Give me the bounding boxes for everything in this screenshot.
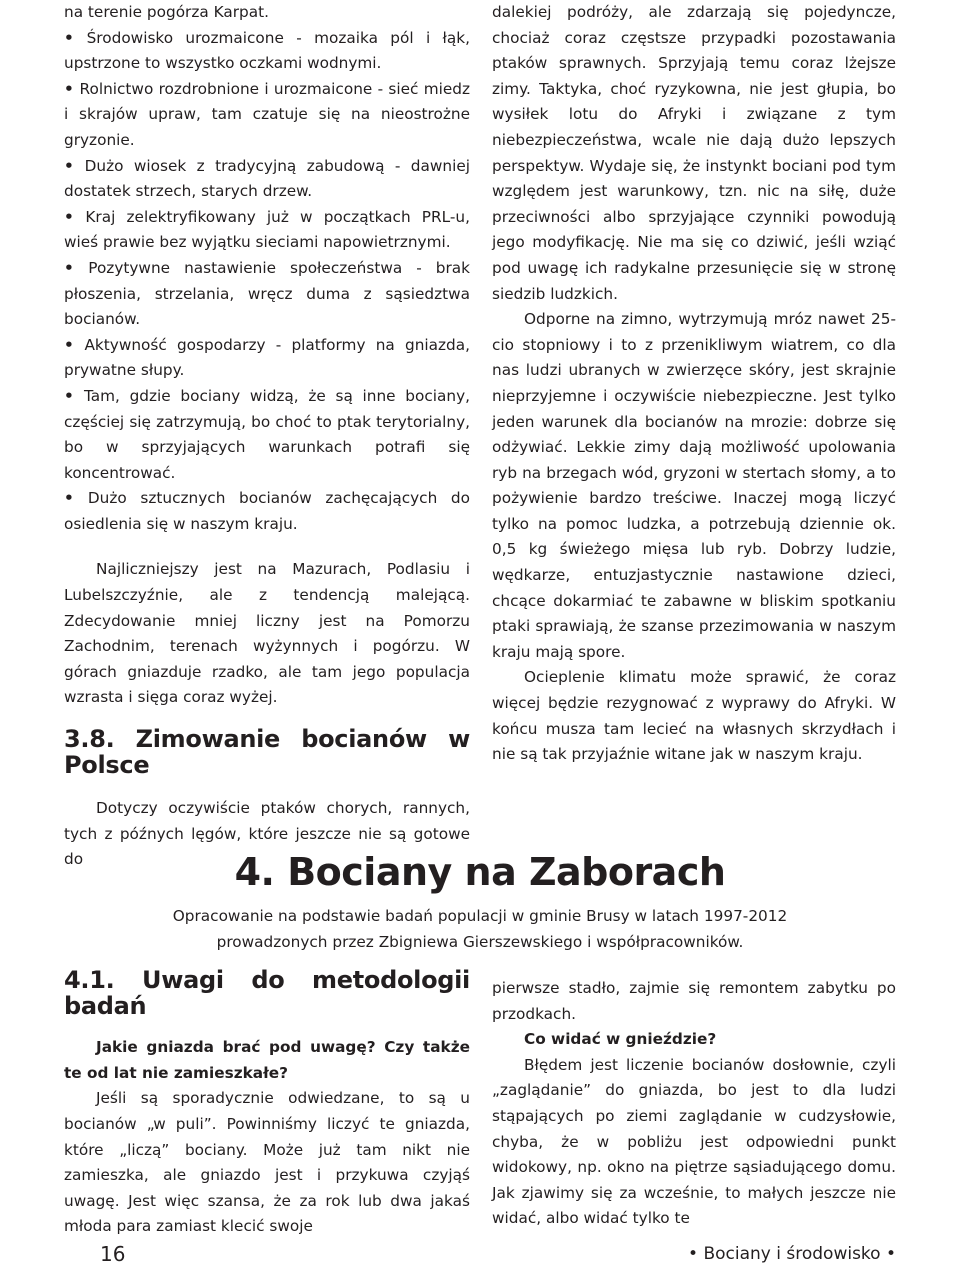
paragraph-continued-lower: pierwsze stadło, zajmie się remontem zabytku po przodkach. [492,979,896,1023]
chapter-subtitle [64,904,896,955]
bullet-item: • Aktywność gospodarzy - platformy na gniazda, prywatne słupy. [64,333,470,384]
bullet-item: • Pozytywne nastawienie społeczeństwa - brak płoszenia, strzelania, wręcz duma z sąsiedztwa bocianów. [64,256,470,333]
bullet-item: • Dużo wiosek z tradycyjną zabudową - dawniej dostatek strzech, starych drzew. [64,154,470,205]
right-column-lower [492,976,896,1232]
bullet-item: • Rolnictwo rozdrobnione i urozmaicone - sieć miedz i skrajów upraw, tam czatuje się na nieostrożne gryzonie. [64,77,470,154]
chapter-header [64,846,896,955]
bullet-item: • Tam, gdzie bociany widzą, że są inne bociany, częściej się zatrzymują, bo choć to ptak terytorialny, bo w sprzyjających warunkach potrafi się koncentrować. [64,384,470,486]
question-heading: Jakie gniazda brać pod uwagę? Czy także te od lat nie zamieszkałe? [64,1038,470,1082]
chapter-subtitle-line2: prowadzonych przez Zbigniewa Gierszewskiego i współpracowników. [216,932,744,951]
bullet-item: • Kraj zelektryfikowany już w początkach PRL-u, wieś prawie bez wyjątku sieciami napowietrznymi. [64,205,470,256]
chapter-subtitle-line1: Opracowanie na podstawie badań populacji w gminie Brusy w latach 1997-2012 [172,907,788,925]
left-column-lower [64,968,470,1240]
right-column [492,0,896,768]
paragraph-answer-2: Błędem jest liczenie bocianów dosłownie, czyli „zaglądanie” do gniazda, bo jest to dla ludzi stąpających po ziemi zaglądanie w cudzysłowie, chyba, że w pobliżu jest odpowiedni punkt widokowy, np. okno na piętrze sąsiadującego domu. Jak zjawimy się za wcześnie, to małych jeszcze nie widać, albo widać tylko te [492,1055,896,1228]
paragraph-winter: Dotyczy oczywiście ptaków chorych, rannych, tych z późnych lęgów, które jeszcze nie są gotowe do [64,799,470,869]
question-heading-2: Co widać w gnieździe? [524,1030,717,1049]
running-title: • Bociany i środowisko • [688,1244,896,1264]
paragraph-distribution: Najliczniejszy jest na Mazurach, Podlasiu i Lubelszczyźnie, ale z tendencją malejącą. Zdecydowanie mniej liczny jest na Pomorzu Zachodnim, terenach wyżynnych i pogórzu. W górach gniazduje rzadko, ale tam jego populacja wzrasta i sięga coraz wyżej. [64,560,470,707]
section-heading-4-1: 4.1. Uwagi do metodologii badań [64,966,470,1020]
paragraph-continued: dalekiej podróży, ale zdarzają się pojedyncze, chociaż coraz częstsze przypadki pozostawania ptaków sprawnych. Sprzyjają temu coraz lżejsze zimy. Taktyka, choć ryzykowna, nie jest głupia, bo wysiłek lotu do Afryki i związane z tym niebezpieczeństwa, wcale nie dają dużo lepszych perspektyw. Wydaje się, że instynkt bociani pod tym względem jest warunkowy, tzn. nic na siłę, duże przeciwności albo sprzyjające czynniki powodują jego modyfikację. Nie ma się co dziwić, jeśli wziąć pod uwagę ich radykalne przesunięcie się w stronę siedzib ludzkich. [492,3,896,303]
paragraph-answer: Jeśli są sporadycznie odwiedzane, to są u bocianów „w puli”. Powinniśmy liczyć te gniazda, które „liczą” bociany. Może już tam nikt nie zamieszka, ale gniazdo jest i przykuwa czyjąś uwagę. Jest więc szansa, że za rok lub dwa jakaś młoda para zamiast klecić swoje [64,1089,470,1236]
paragraph-cold-resistance: Odporne na zimno, wytrzymują mróz nawet 25-cio stopniowy i to z przenikliwym wiatrem, co dla nas ludzi ubranych w zwierzęce skóry, jest skrajnie nieprzyjemne i oczywiście niebezpieczne. Jest tylko jeden warunek dla bocianów na mrozie: dobrze się odżywiać. Lekkie zimy dają możliwość upolowania ryb na brzegach wód, gryzoni w stertach słomy, a to pożywienie bardzo treściwe. Inaczej mogą liczyć tylko na pomoc ludzka, a potrzebują dziennie ok. 0,5 kg świeżego mięsa lub ryb. Dobrzy ludzie, wędkarze, entuzjastycznie nastawione dzieci, chcące dokarmiać te zabawne w bliskim spotkaniu ptaki sprawiają, że szanse przezimowania w naszym kraju mają spore. [492,310,896,661]
left-column [64,0,470,873]
chapter-title: 4. Bociany na Zaborach [234,850,726,894]
bullet-item: • Środowisko urozmaicone - mozaika pól i łąk, upstrzone to wszystko oczkami wodnymi. [64,26,470,77]
page-number: 16 [100,1242,126,1266]
paragraph-climate: Ocieplenie klimatu może sprawić, że coraz więcej będzie rezygnować z wyprawy do Afryki. W końcu musza tam lecieć na własnych skrzydłach i nie są tak przyjaźnie witane jak w naszym kraju. [492,668,896,764]
section-heading-3-8: 3.8. Zimowanie bocianów w Polsce [64,725,470,779]
intro-line: na terenie pogórza Karpat. [64,3,269,21]
bullet-item: • Dużo sztucznych bocianów zachęcających do osiedlenia się w naszym kraju. [64,486,470,537]
